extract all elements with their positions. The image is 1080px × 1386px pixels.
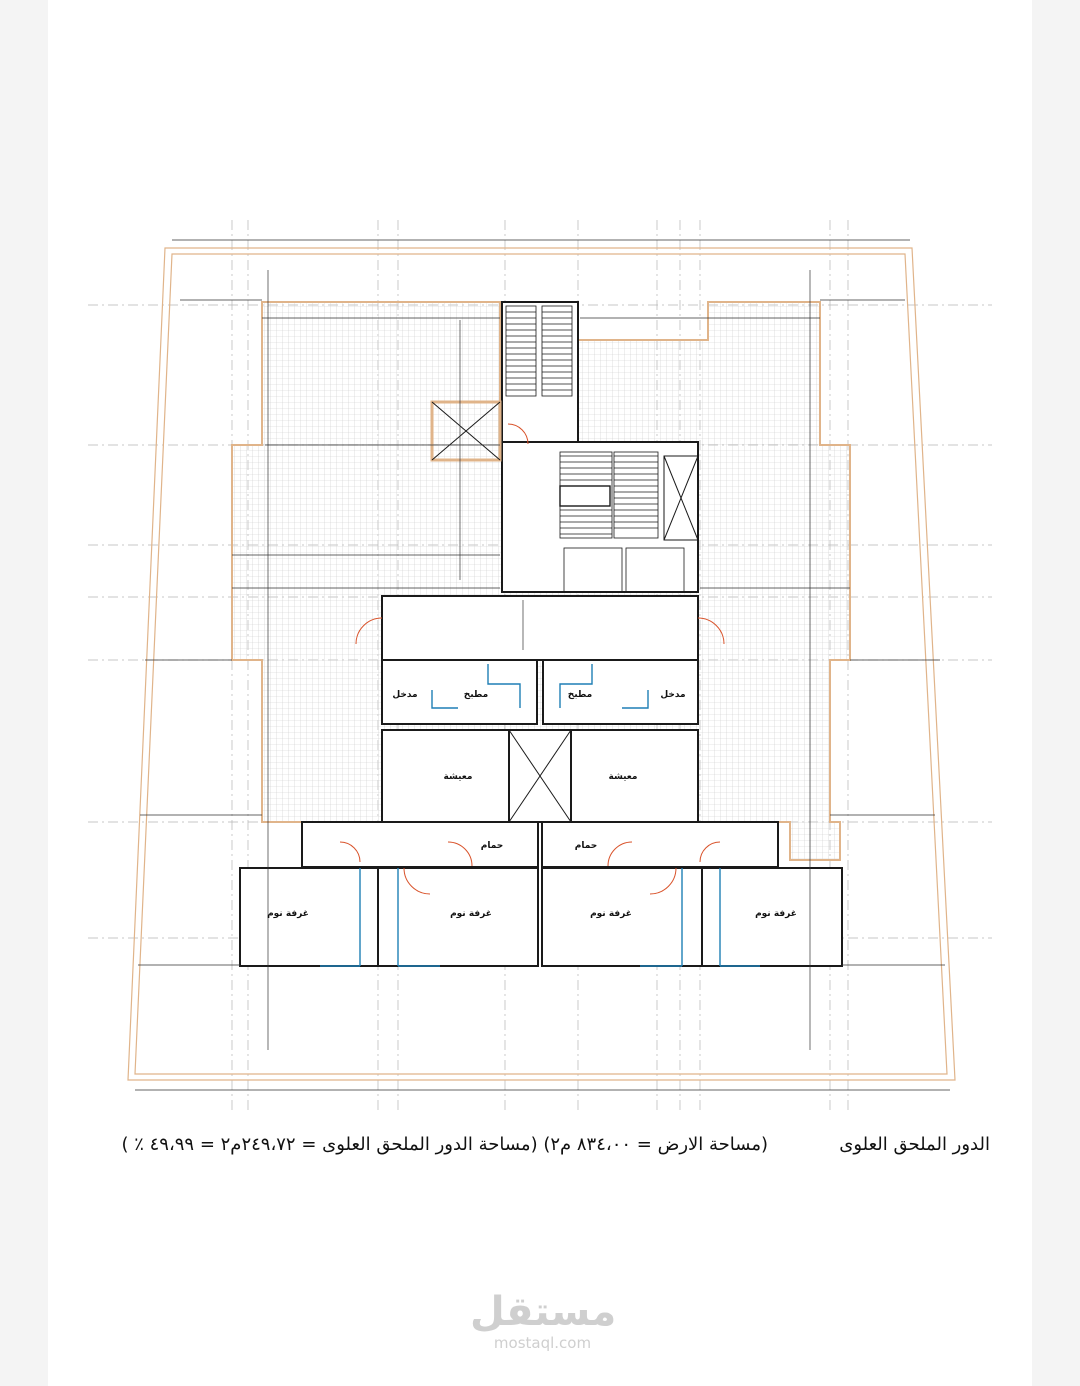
room-label-kitchen-right: مطبخ [567,690,593,700]
room-label-bedroom-3: غرفة نوم [590,909,632,919]
logo-latin: mostaql.com [493,1334,592,1352]
plan-caption [90,1134,990,1162]
caption-areas: (مساحة الارض = ٨٣٤،٠٠ م٢) (مساحة الدور الملحق العلوى = ٢٤٩،٧٢م٢ = ٤٩،٩٩ ٪ ) [121,1134,768,1155]
room-label-entrance-right: مدخل [660,690,686,700]
caption-title: الدور الملحق العلوى [839,1134,990,1155]
room-label-entrance-left: مدخل [392,690,418,700]
logo-arabic: مستقل [470,1289,617,1335]
room-label-bedroom-4: غرفة نوم [755,909,797,919]
room-label-kitchen-left: مطبخ [463,690,489,700]
room-label-bedroom-1: غرفة نوم [267,909,309,919]
room-label-bathroom-right: حمام [574,841,598,851]
room-label-bathroom-left: حمام [480,841,504,851]
room-label-bedroom-2: غرفة نوم [450,909,492,919]
mostaql-logo [470,1290,615,1362]
room-label-living-left: معيشة [443,772,473,782]
room-label-living-right: معيشة [608,772,638,782]
